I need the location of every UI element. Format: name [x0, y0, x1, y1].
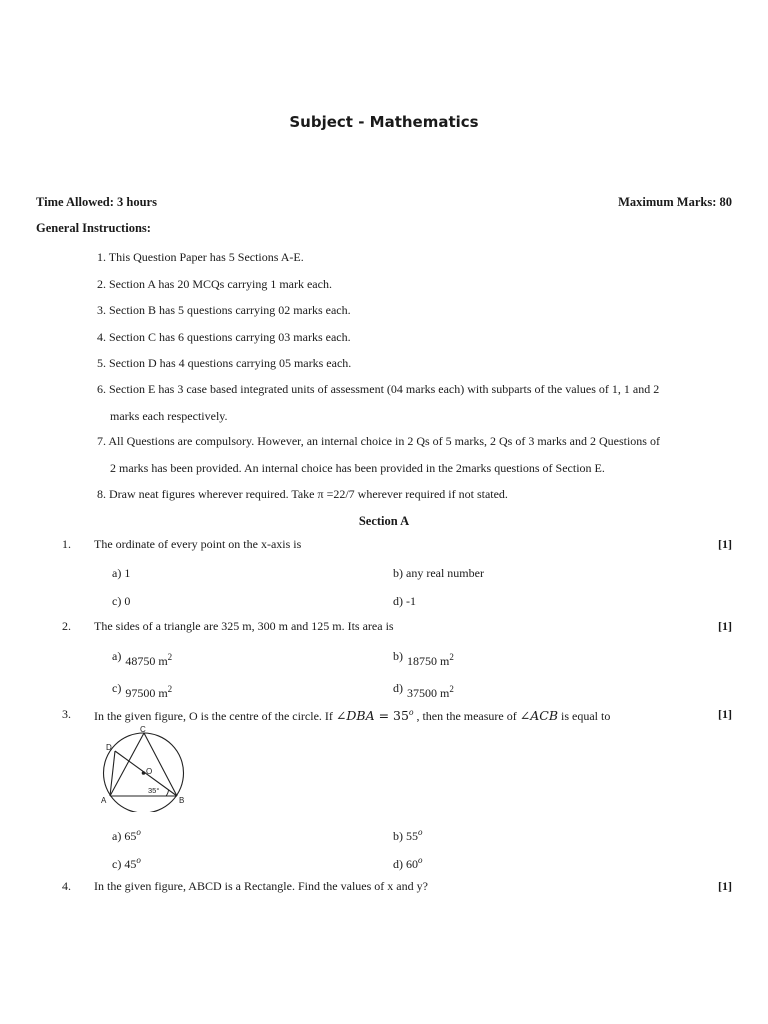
degree-symbol: o [408, 707, 414, 717]
question-text-end: is equal to [561, 709, 611, 723]
question-marks: [1] [718, 879, 732, 893]
circle-figure [95, 726, 195, 812]
question-number: 3. [62, 707, 71, 721]
option-label: d) [393, 681, 403, 695]
option-label: b) 55 [393, 829, 418, 843]
option-value: 18750 m [407, 654, 450, 668]
section-title: Section A [358, 514, 410, 528]
page-title: Subject - Mathematics [289, 113, 479, 131]
question-text-start: In the given figure, O is the centre of the circle. If [94, 709, 333, 723]
option-label: a) 65 [112, 829, 137, 843]
question-number: 1. [62, 537, 71, 551]
label-a: A [101, 796, 107, 805]
option-value: 97500 m [125, 686, 168, 700]
max-marks: Maximum Marks: 80 [618, 195, 732, 209]
question-marks: [1] [718, 537, 732, 551]
option-label: c) 45 [112, 857, 137, 871]
question-marks: [1] [718, 619, 732, 633]
instruction-item-continued: 2 marks has been provided. An internal choice has been provided in the 2marks questions of Section E. [110, 461, 605, 475]
general-instructions-heading: General Instructions: [36, 221, 151, 235]
question-text: The sides of a triangle are 325 m, 300 m and 125 m. Its area is [94, 619, 394, 633]
option-b [393, 827, 423, 844]
option-label: a) [112, 649, 122, 663]
instruction-item: 8. Draw neat figures wherever required. Take π =22/7 wherever required if not stated. [97, 487, 508, 501]
segment-ac [110, 733, 144, 796]
time-allowed: Time Allowed: 3 hours [36, 195, 157, 209]
instruction-item: 1. This Question Paper has 5 Sections A-E. [97, 250, 304, 264]
angle-value: = 35 [374, 708, 409, 723]
instruction-item: 3. Section B has 5 questions carrying 02 marks each. [97, 303, 351, 317]
option-b [393, 649, 454, 669]
option-d: d) -1 [393, 594, 416, 608]
question-marks: [1] [718, 707, 732, 721]
question-text: The ordinate of every point on the x-axis is [94, 537, 302, 551]
option-label: c) [112, 681, 122, 695]
question-text-middle: , then the measure of [416, 709, 517, 723]
option-d [393, 681, 454, 701]
degree-symbol: o [136, 827, 141, 837]
question-text [94, 707, 610, 724]
option-exponent: 2 [449, 652, 454, 662]
option-label: d) 60 [393, 857, 418, 871]
label-b: B [179, 796, 185, 805]
angle-acb: ∠ACB [519, 708, 559, 723]
instruction-item: 4. Section C has 6 questions carrying 03 marks each. [97, 330, 351, 344]
option-b: b) any real number [393, 566, 484, 580]
instruction-item: 5. Section D has 4 questions carrying 05 marks each. [97, 356, 352, 370]
option-exponent: 2 [449, 684, 454, 694]
centre-point [142, 771, 146, 775]
option-a: a) 1 [112, 566, 131, 580]
degree-symbol: o [136, 855, 141, 865]
option-d [393, 855, 423, 872]
option-exponent: 2 [167, 652, 173, 662]
label-d: D [106, 743, 112, 752]
option-c: c) 0 [112, 594, 131, 608]
question-text: In the given figure, ABCD is a Rectangle. Find the values of x and y? [94, 879, 428, 893]
degree-symbol: o [418, 827, 423, 837]
angle-arc [166, 790, 169, 796]
question-number: 2. [62, 619, 71, 633]
option-c [112, 855, 141, 872]
label-c: C [140, 726, 146, 734]
question-number: 4. [62, 879, 71, 893]
angle-dba: ∠DBA [335, 708, 375, 723]
option-exponent: 2 [167, 684, 173, 694]
option-label: b) [393, 649, 403, 663]
option-value: 48750 m [125, 654, 168, 668]
instruction-item: 6. Section E has 3 case based integrated units of assessment (04 marks each) with subparts of the values of 1, 1 and 2 [97, 382, 660, 396]
instruction-item: 2. Section A has 20 MCQs carrying 1 mark each. [97, 277, 332, 291]
instruction-item-continued: marks each respectively. [110, 409, 228, 423]
option-value: 37500 m [407, 686, 450, 700]
label-o: O [146, 767, 153, 776]
option-a [112, 827, 141, 844]
option-c [112, 681, 173, 701]
option-a [112, 649, 173, 669]
instruction-item: 7. All Questions are compulsory. However, an internal choice in 2 Qs of 5 marks, 2 Qs of 3 marks and 2 Questions of [97, 434, 660, 448]
angle-label: 35° [148, 786, 160, 795]
degree-symbol: o [418, 855, 423, 865]
